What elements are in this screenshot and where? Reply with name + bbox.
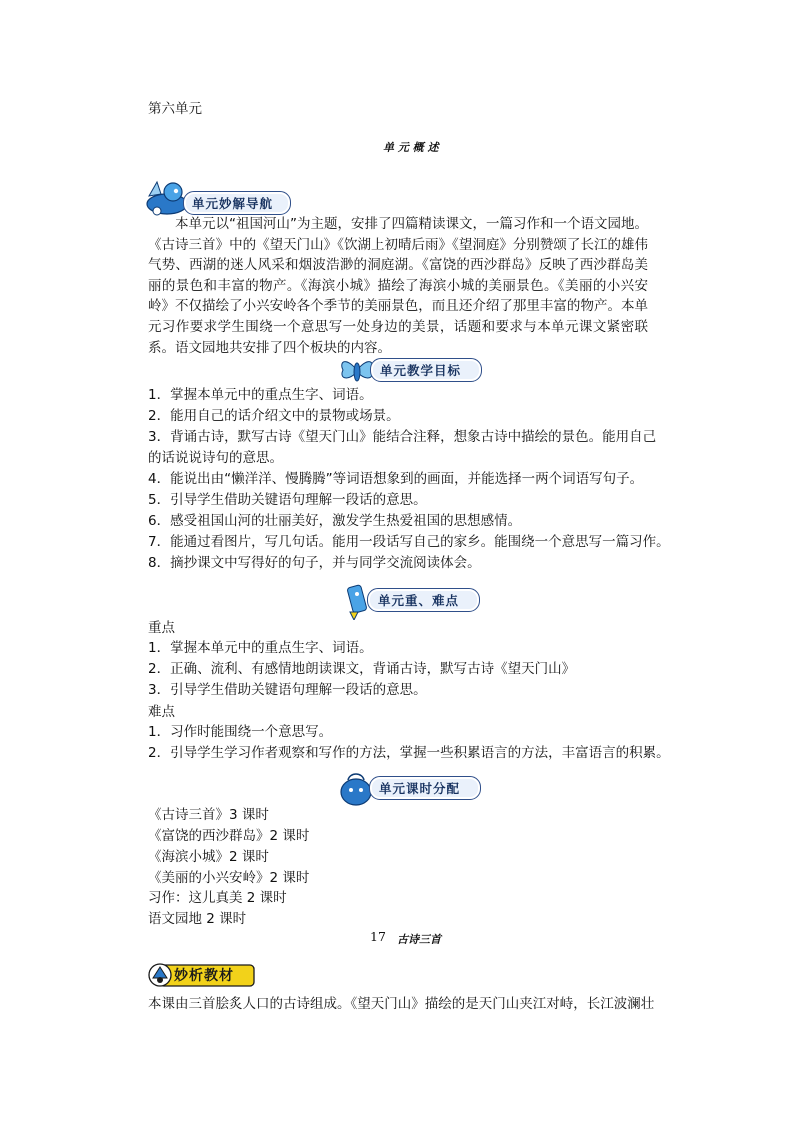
section-heading-schedule — [369, 776, 481, 800]
goal-item: 6．感受祖国山河的壮丽美好，激发学生热爱祖国的思想感情。 — [148, 513, 522, 529]
section-heading-label: 单元妙解导航 — [192, 196, 274, 211]
key-points-label: 重点 — [148, 620, 175, 636]
schedule-item: 《富饶的西沙群岛》2 课时 — [148, 828, 310, 844]
schedule-item: 语文园地 2 课时 — [148, 911, 247, 927]
schedule-item: 《美丽的小兴安岭》2 课时 — [148, 870, 310, 886]
key-point-item: 1．掌握本单元中的重点生字、词语。 — [148, 640, 373, 656]
goal-item: 3．背诵古诗，默写古诗《望天门山》能结合注释，想象古诗中描绘的景色。能用自己 — [148, 429, 657, 445]
schedule-item: 《古诗三首》3 课时 — [148, 807, 269, 823]
difficulty-label: 难点 — [148, 704, 175, 720]
intro-paragraph — [148, 214, 648, 358]
section-heading-analysis: 妙析教材 — [174, 968, 234, 984]
goal-item: 5．引导学生借助关键语句理解一段话的意思。 — [148, 492, 427, 508]
unit-title: 第六单元 — [148, 101, 202, 117]
lesson-title: 古诗三首 — [397, 933, 441, 946]
goal-item: 7．能通过看图片，写几句话。能用一段话写自己的家乡。能围绕一个意思写一篇习作。 — [148, 534, 670, 550]
schedule-item: 《海滨小城》2 课时 — [148, 849, 269, 865]
section-heading-navigation — [183, 191, 291, 215]
section-heading-label: 单元重、难点 — [378, 593, 460, 608]
overview-title: 单 元 概 述 — [383, 141, 439, 154]
section-heading-goals — [370, 358, 482, 382]
schedule-item: 习作：这儿真美 2 课时 — [148, 890, 287, 906]
analysis-text: 本课由三首脍炙人口的古诗组成。《望天门山》描绘的是天门山夹江对峙，长江波澜壮 — [148, 996, 655, 1012]
key-point-item: 3．引导学生借助关键语句理解一段话的意思。 — [148, 682, 427, 698]
difficulty-item: 1．习作时能围绕一个意思写。 — [148, 724, 333, 740]
goal-item: 1．掌握本单元中的重点生字、词语。 — [148, 387, 373, 403]
goal-item: 8．摘抄课文中写得好的句子，并与同学交流阅读体会。 — [148, 555, 481, 571]
lesson-number: 17 — [370, 929, 386, 944]
section-heading-key-points — [367, 588, 480, 612]
key-point-item: 2．正确、流利、有感情地朗读课文，背诵古诗，默写古诗《望天门山》 — [148, 661, 576, 677]
section-heading-label: 单元课时分配 — [379, 781, 461, 796]
goal-item: 2．能用自己的话介绍文中的景物或场景。 — [148, 408, 400, 424]
goal-item-continued: 的话说说诗句的意思。 — [148, 450, 283, 466]
goal-item: 4．能说出由“懒洋洋、慢腾腾”等词语想象到的画面，并能选择一两个词语写句子。 — [148, 471, 644, 487]
difficulty-item: 2．引导学生学习作者观察和写作的方法，掌握一些积累语言的方法，丰富语言的积累。 — [148, 745, 670, 761]
section-heading-label: 单元教学目标 — [380, 363, 462, 378]
intro-text: 本单元以“祖国河山”为主题，安排了四篇精读课文，一篇习作和一个语文园地。《古诗三首》中的《望天门山》《饮湖上初晴后雨》《望洞庭》分别赞颂了长江的雄伟气势、西湖的迷人风采和烟波浩渺的洞庭湖。《富饶的西沙群岛》反映了西沙群岛美丽的景色和丰富的物产。《海滨小城》描绘了海滨小城的美丽景色。《美丽的小兴安岭》不仅描绘了小兴安岭各个季节的美丽景色，而且还介绍了那里丰富的物产。本单元习作要求学生围绕一个意思写一处身边的美景，话题和要求与本单元课文紧密联系。语文园地共安排了四个板块的内容。 — [148, 216, 648, 356]
